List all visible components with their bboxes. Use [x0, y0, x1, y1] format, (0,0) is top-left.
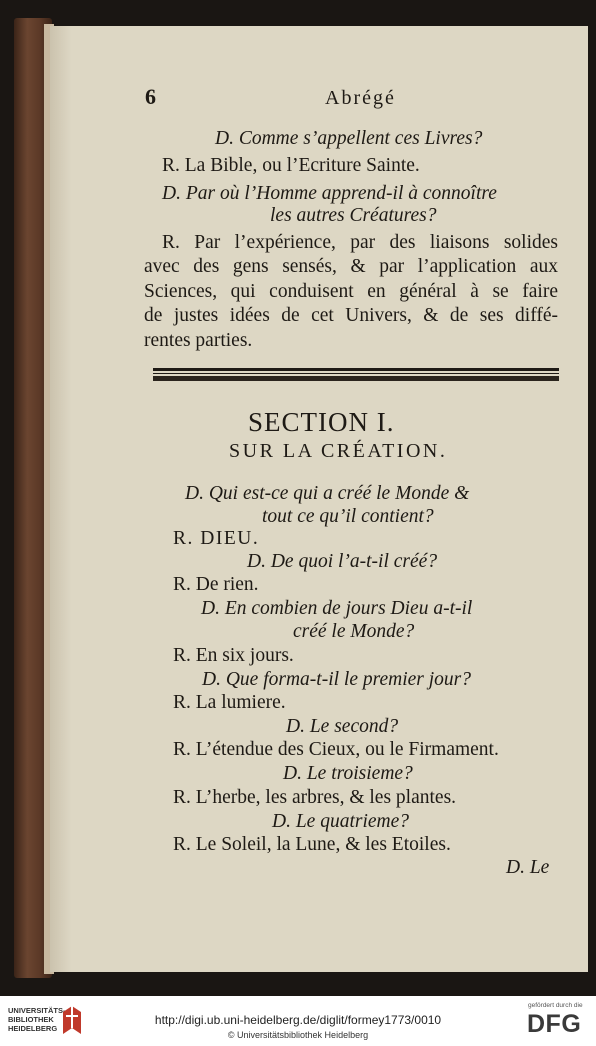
dfg-logo: DFG — [527, 1010, 582, 1038]
answer-3: R. En six jours. — [173, 645, 294, 666]
text-line-7: Sciences, qui conduisent en général à se faire — [144, 281, 558, 302]
question-1b: tout ce qu’il contient? — [262, 506, 434, 527]
section-heading: SECTION I. — [248, 407, 395, 437]
source-url-link[interactable]: http://digi.ub.uni-heidelberg.de/diglit/formey1773/0010 — [154, 1013, 442, 1027]
question-7: D. Le quatrieme? — [272, 811, 410, 832]
answer-1: R. DIEU. — [173, 528, 260, 549]
page-number: 6 — [145, 84, 156, 109]
section-area — [50, 26, 588, 972]
running-head: Abrégé — [325, 87, 396, 109]
answer-6: R. L’herbe, les arbres, & les plantes. — [173, 787, 457, 808]
text-line-2: R. La Bible, ou l’Ecriture Sainte. — [162, 155, 420, 176]
answer-7: R. Le Soleil, la Lune, & les Etoiles. — [173, 834, 451, 855]
question-6: D. Le troisieme? — [283, 763, 413, 784]
question-3a: D. En combien de jours Dieu a-t-il — [201, 598, 473, 619]
text-line-8: de justes idées de cet Univers, & de ses diffé- — [144, 305, 558, 326]
viewer-footer — [0, 996, 596, 1046]
text-line-4: les autres Créatures? — [270, 205, 437, 226]
question-1a: D. Qui est-ce qui a créé le Monde & — [185, 483, 470, 504]
answer-2: R. De rien. — [173, 574, 259, 595]
catchword: D. Le — [506, 857, 550, 878]
question-5: D. Le second? — [286, 716, 399, 737]
question-3b: créé le Monde? — [293, 621, 415, 642]
text-line-3: D. Par où l’Homme apprend-il à connoître — [162, 183, 497, 204]
text-line-5: R. Par l’expérience, par des liaisons solides — [162, 232, 558, 253]
text-line-9: rentes parties. — [144, 330, 253, 351]
copyright-text: © Universitätsbibliothek Heidelberg — [227, 1030, 369, 1040]
section-subheading: SUR LA CRÉATION. — [229, 440, 448, 462]
question-4: D. Que forma-t-il le premier jour? — [202, 669, 471, 690]
answer-5: R. L’étendue des Cieux, ou le Firmament. — [173, 739, 499, 760]
answer-4: R. La lumiere. — [173, 692, 286, 713]
funder-label: gefördert durch die — [528, 1002, 583, 1009]
text-line-6: avec des gens sensés, & par l’application aux — [144, 256, 558, 277]
text-line-1: D. Comme s’appellent ces Livres? — [215, 128, 483, 149]
question-2: D. De quoi l’a-t-il créé? — [247, 551, 438, 572]
library-name: UNIVERSITÄTS- BIBLIOTHEK HEIDELBERG — [8, 1006, 66, 1033]
